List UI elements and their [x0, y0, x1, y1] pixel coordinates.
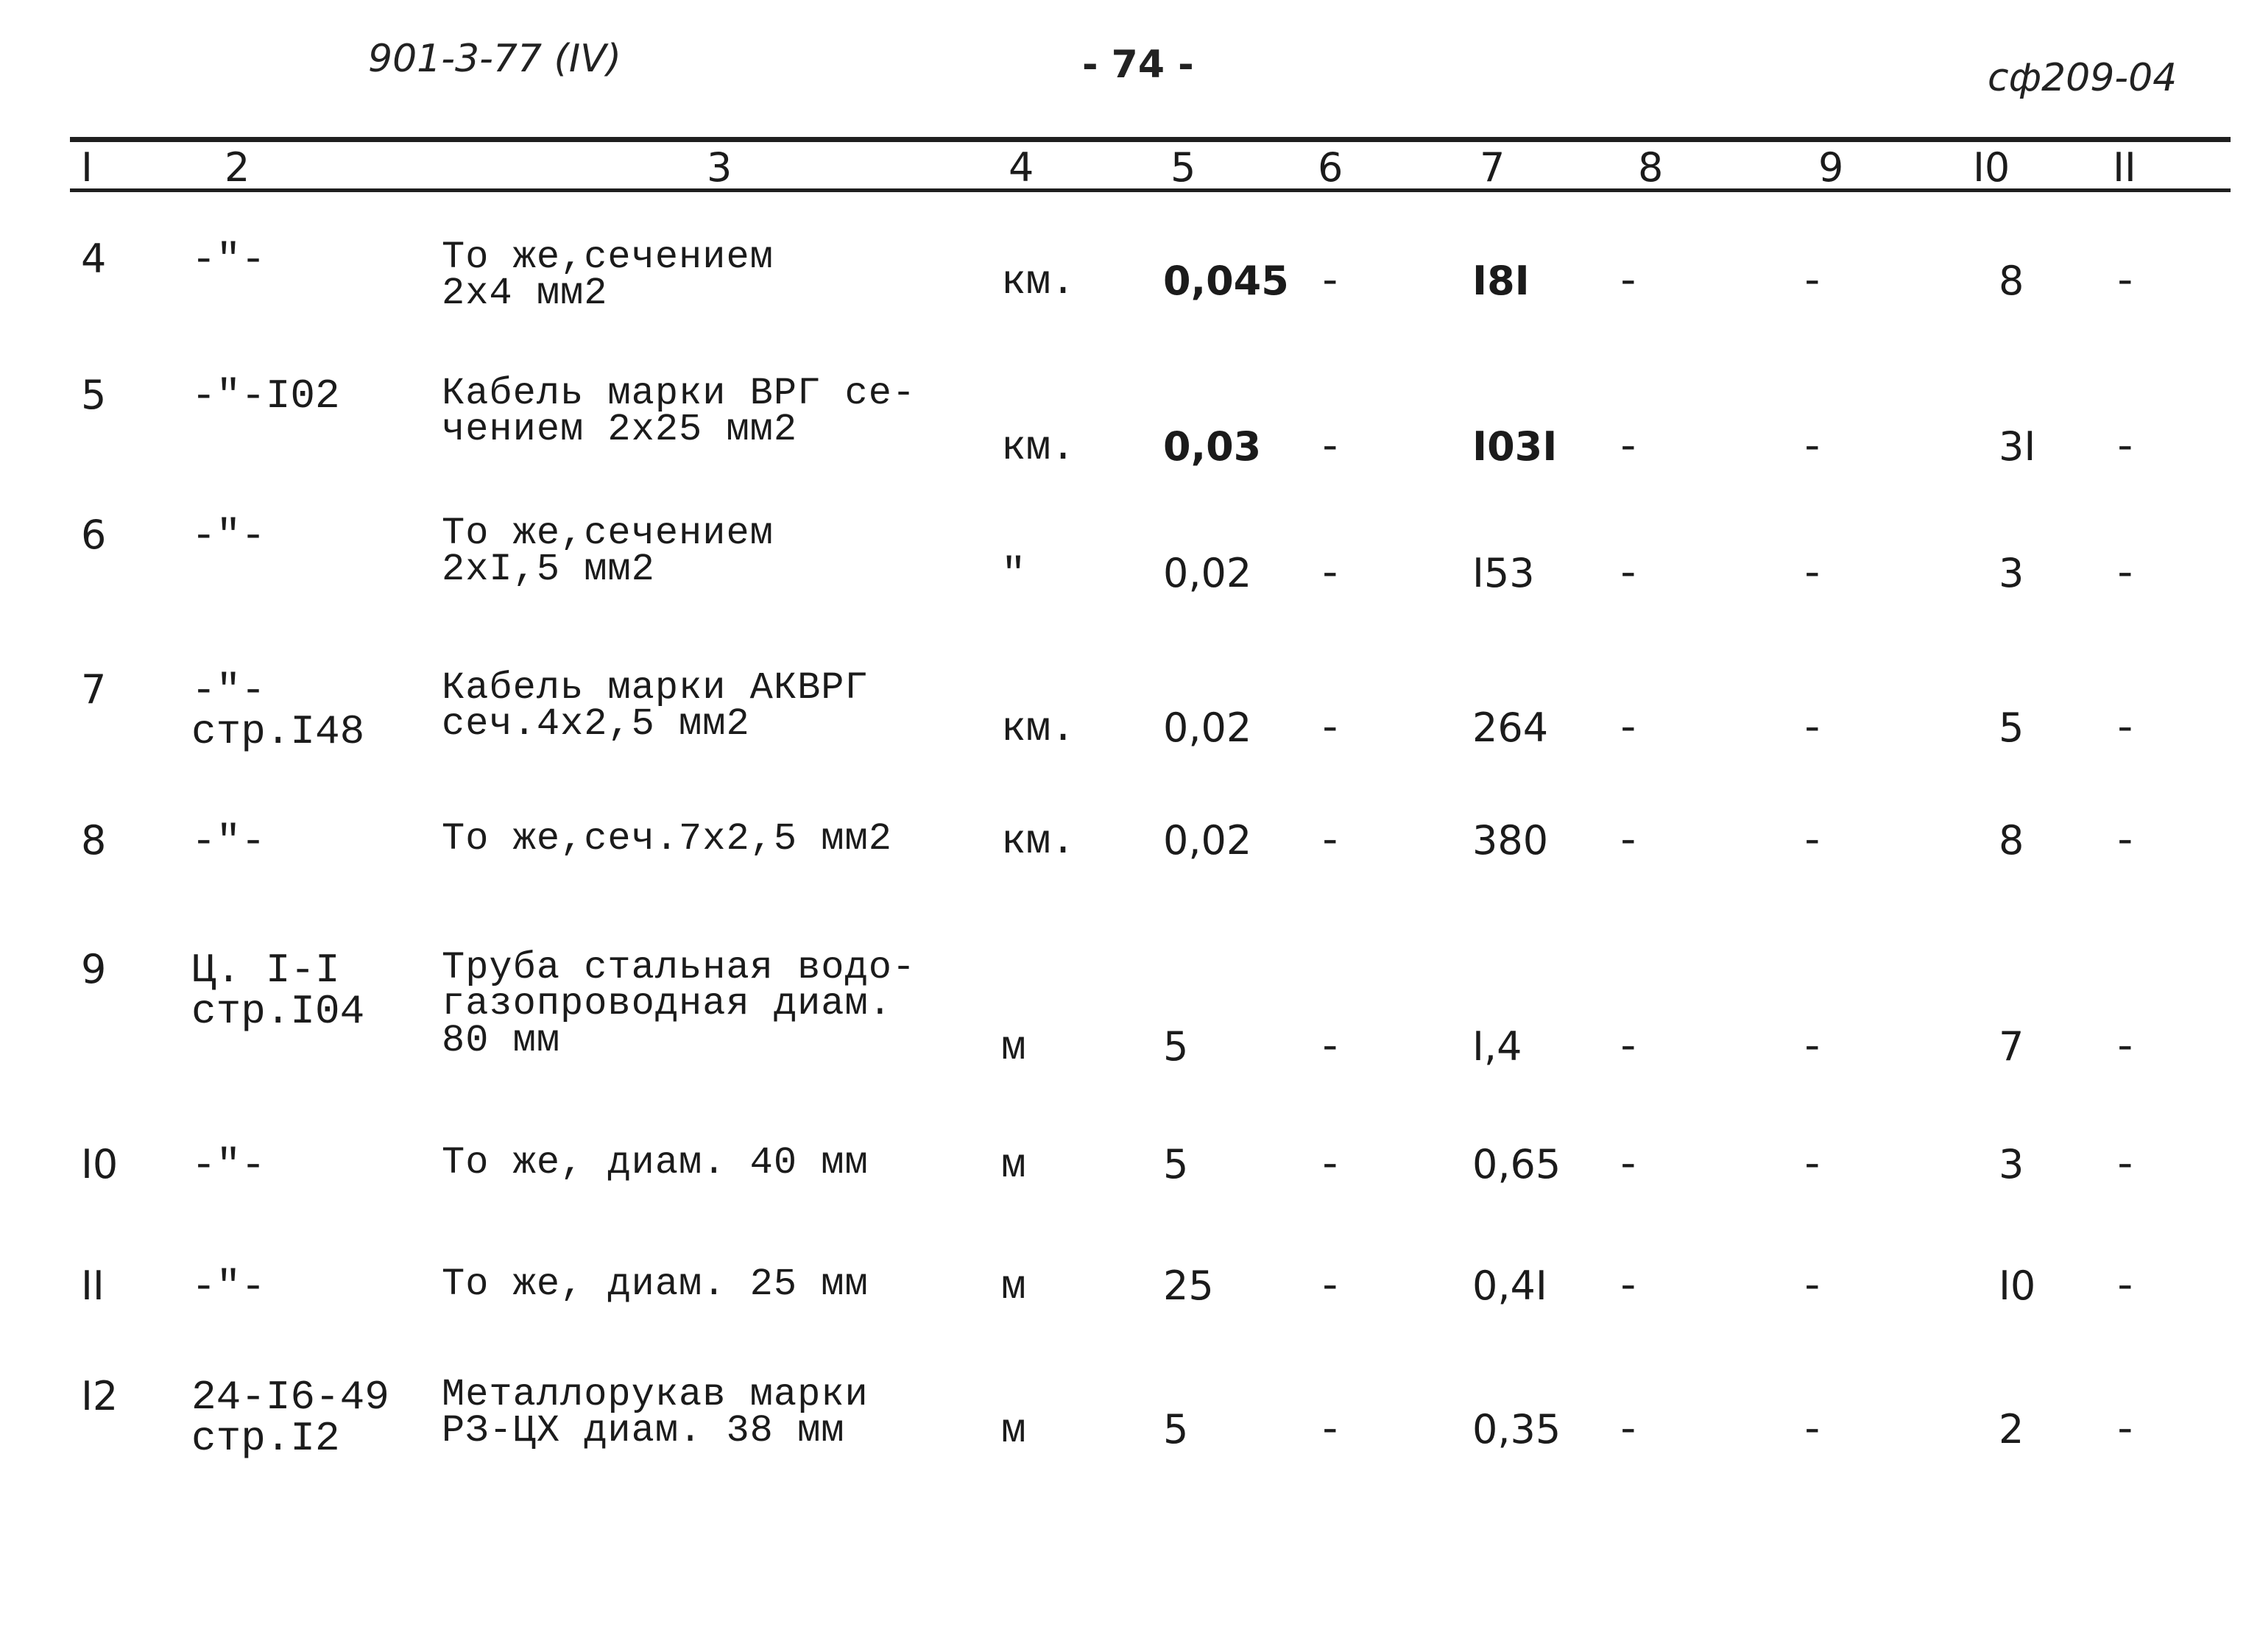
- row-2-unit: км.: [1001, 424, 1076, 471]
- row-3-c8: -: [1616, 551, 1641, 598]
- page-number: - 74 -: [1082, 43, 1194, 87]
- row-5-c7: 380: [1472, 817, 1549, 864]
- row-9-c9: -: [1800, 1407, 1825, 1454]
- row-6-c7: I,4: [1472, 1023, 1522, 1070]
- row-9-c11: -: [2113, 1407, 2138, 1454]
- row-6-c9: -: [1800, 1024, 1825, 1071]
- row-3-c9: -: [1800, 551, 1825, 598]
- row-6-desc: Труба стальная водо- газопроводная диам. 80 мм: [442, 946, 917, 1062]
- row-8-c9: -: [1800, 1263, 1825, 1310]
- row-6-n: 9: [81, 946, 107, 992]
- row-7-qty: 5: [1163, 1141, 1189, 1187]
- row-3-n: 6: [81, 512, 107, 558]
- row-2-desc: Кабель марки ВРГ се- чением 2х25 мм2: [442, 372, 917, 452]
- row-1-c9: -: [1800, 258, 1825, 306]
- row-3-c11: -: [2113, 551, 2138, 598]
- row-6-qty: 5: [1163, 1023, 1189, 1070]
- table-top-rule: [70, 137, 2231, 142]
- column-number-3: 3: [707, 144, 732, 191]
- row-3-c7: I53: [1472, 550, 1535, 596]
- row-8-qty: 25: [1163, 1263, 1214, 1309]
- row-6-c10: 7: [1999, 1023, 2024, 1070]
- row-7-c11: -: [2113, 1142, 2138, 1189]
- row-8-c11: -: [2113, 1263, 2138, 1310]
- row-8-c6: -: [1318, 1263, 1343, 1310]
- row-5-c6: -: [1318, 818, 1343, 865]
- row-1-qty: 0,045: [1163, 258, 1289, 304]
- row-4-ref: -"- стр.I48: [191, 667, 365, 755]
- row-3-desc: То же,сечением 2хI,5 мм2: [442, 512, 774, 592]
- row-2-c10: 3I: [1999, 423, 2036, 470]
- row-8-c8: -: [1616, 1263, 1641, 1310]
- row-8-c10: I0: [1999, 1263, 2036, 1309]
- row-9-ref: 24-I6-49 стр.I2: [191, 1374, 389, 1462]
- row-4-c10: 5: [1999, 705, 2024, 751]
- row-1-c11: -: [2113, 258, 2138, 306]
- row-6-unit: м: [1001, 1024, 1026, 1071]
- row-7-ref: -"-: [191, 1142, 266, 1189]
- column-number-11: II: [2113, 144, 2136, 191]
- column-number-2: 2: [225, 144, 250, 191]
- row-5-n: 8: [81, 817, 107, 864]
- row-7-desc: То же, диам. 40 мм: [442, 1141, 869, 1185]
- row-1-ref: -"-: [191, 236, 266, 283]
- row-2-c8: -: [1616, 424, 1641, 471]
- row-4-c9: -: [1800, 705, 1825, 752]
- row-3-c10: 3: [1999, 550, 2024, 596]
- row-6-c6: -: [1318, 1024, 1343, 1071]
- row-2-c6: -: [1318, 424, 1343, 471]
- row-2-n: 5: [81, 372, 107, 418]
- row-7-n: I0: [81, 1141, 119, 1187]
- row-3-c6: -: [1318, 551, 1343, 598]
- row-2-ref: -"-I02: [191, 373, 340, 420]
- table-header-rule: [70, 188, 2231, 192]
- row-7-c7: 0,65: [1472, 1141, 1561, 1187]
- row-4-c6: -: [1318, 705, 1343, 752]
- row-3-ref: -"-: [191, 512, 266, 560]
- column-number-9: 9: [1818, 144, 1844, 191]
- row-7-c10: 3: [1999, 1141, 2024, 1187]
- row-6-ref: Ц. I-I стр.I04: [191, 947, 365, 1035]
- row-9-desc: Металлорукав марки РЗ-ЦХ диам. 38 мм: [442, 1373, 869, 1453]
- row-2-c9: -: [1800, 424, 1825, 471]
- row-1-n: 4: [81, 236, 107, 282]
- row-8-unit: м: [1001, 1263, 1026, 1310]
- column-number-6: 6: [1318, 144, 1343, 191]
- row-3-qty: 0,02: [1163, 550, 1252, 596]
- column-number-7: 7: [1480, 144, 1505, 191]
- row-7-c8: -: [1616, 1142, 1641, 1189]
- row-9-c6: -: [1318, 1407, 1343, 1454]
- row-9-unit: м: [1001, 1407, 1026, 1454]
- row-2-c7: I03I: [1472, 423, 1558, 470]
- row-1-c10: 8: [1999, 258, 2024, 304]
- row-9-n: I2: [81, 1373, 119, 1419]
- row-5-c11: -: [2113, 818, 2138, 865]
- row-8-ref: -"-: [191, 1263, 266, 1310]
- row-1-c6: -: [1318, 258, 1343, 306]
- column-number-8: 8: [1638, 144, 1664, 191]
- row-4-qty: 0,02: [1163, 705, 1252, 751]
- row-8-c7: 0,4I: [1472, 1263, 1547, 1309]
- row-9-c8: -: [1616, 1407, 1641, 1454]
- row-3-unit: ": [1001, 551, 1026, 598]
- row-8-desc: То же, диам. 25 мм: [442, 1263, 869, 1306]
- row-9-c10: 2: [1999, 1406, 2024, 1452]
- row-2-qty: 0,03: [1163, 423, 1262, 470]
- row-4-unit: км.: [1001, 705, 1076, 752]
- row-8-n: II: [81, 1263, 105, 1309]
- row-2-c11: -: [2113, 424, 2138, 471]
- column-number-5: 5: [1170, 144, 1196, 191]
- row-4-desc: Кабель марки АКВРГ сеч.4х2,5 мм2: [442, 666, 869, 746]
- row-5-c8: -: [1616, 818, 1641, 865]
- row-5-ref: -"-: [191, 818, 266, 865]
- row-5-c10: 8: [1999, 817, 2024, 864]
- row-5-desc: То же,сеч.7х2,5 мм2: [442, 817, 892, 861]
- row-6-c8: -: [1616, 1024, 1641, 1071]
- row-7-c6: -: [1318, 1142, 1343, 1189]
- row-6-c11: -: [2113, 1024, 2138, 1071]
- row-9-c7: 0,35: [1472, 1406, 1561, 1452]
- row-4-n: 7: [81, 666, 107, 713]
- document-code: 901-3-77 (IV): [368, 37, 622, 81]
- column-number-10: I0: [1973, 144, 2010, 191]
- row-7-c9: -: [1800, 1142, 1825, 1189]
- row-4-c7: 264: [1472, 705, 1549, 751]
- column-number-1: I: [81, 144, 93, 191]
- row-5-qty: 0,02: [1163, 817, 1252, 864]
- row-9-qty: 5: [1163, 1406, 1189, 1452]
- row-4-c11: -: [2113, 705, 2138, 752]
- row-7-unit: м: [1001, 1142, 1026, 1189]
- row-1-c7: I8I: [1472, 258, 1530, 304]
- row-5-unit: км.: [1001, 818, 1076, 865]
- sheet-code: сф209-04: [1988, 56, 2178, 100]
- row-1-unit: км.: [1001, 258, 1076, 306]
- row-1-c8: -: [1616, 258, 1641, 306]
- row-4-c8: -: [1616, 705, 1641, 752]
- row-5-c9: -: [1800, 818, 1825, 865]
- row-1-desc: То же,сечением 2х4 мм2: [442, 236, 774, 316]
- column-number-4: 4: [1009, 144, 1034, 191]
